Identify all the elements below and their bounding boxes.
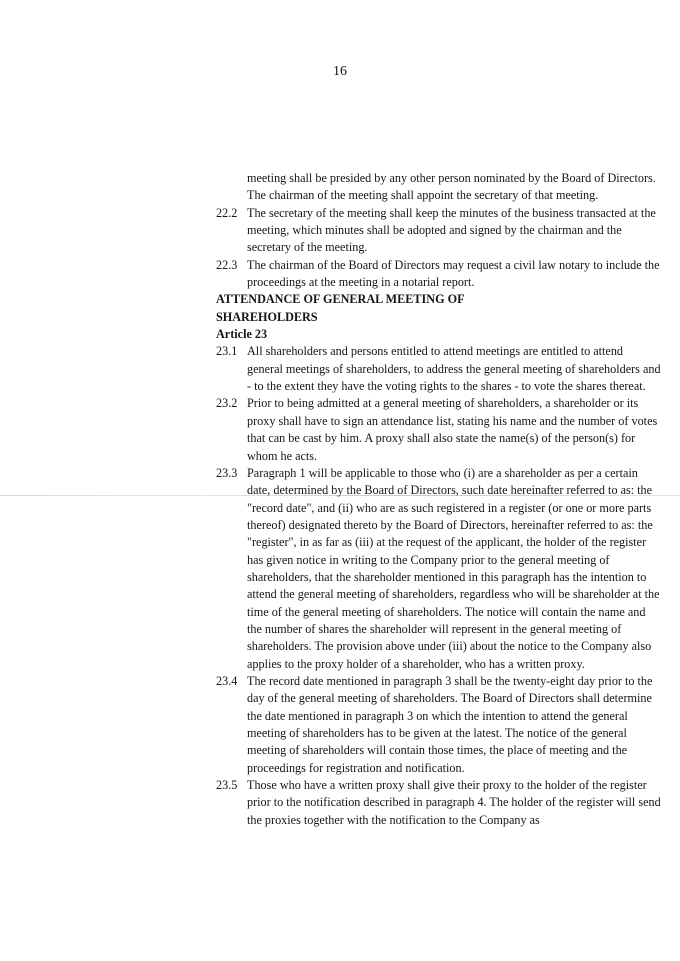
paragraph-23-2 xyxy=(216,395,661,464)
document-body xyxy=(216,170,661,829)
section-heading-line-2: SHAREHOLDERS xyxy=(216,309,318,324)
paragraph-22-2 xyxy=(216,205,661,257)
paragraph-number: 22.2 xyxy=(216,205,238,220)
paragraph-text: All shareholders and persons entitled to attend meetings are entitled to attend general meetings of shareholders, to address the general meeting of shareholders and - to the extent they have the voting rights to the shares - to vote the shares thereat. xyxy=(247,344,661,394)
paragraph-23-4 xyxy=(216,673,661,777)
paragraph-text: Those who have a written proxy shall give their proxy to the holder of the register prior to the notification described in paragraph 4. The holder of the register will send the proxies together with the notification to the Company as xyxy=(247,778,661,827)
paragraph-text: The secretary of the meeting shall keep the minutes of the business transacted at the meeting, which minutes shall be adopted and signed by the chairman and the secretary of the meeting. xyxy=(247,205,656,255)
page-number: 16 xyxy=(333,64,347,79)
paragraph-text: The chairman of the Board of Directors may request a civil law notary to include the proceedings at the meeting in a notarial report. xyxy=(247,257,660,290)
paragraph-text: Paragraph 1 will be applicable to those who (i) are a shareholder as per a certain date, determined by the Board of Directors, such date hereinafter referred to as: the "record date", and (ii) who are as such registered in a register (or one or more parts thereof) designated thereto by the Board of Directors, hereinafter referred to as: the "register", in as far as (iii) at the request of the applicant, the holder of the register has given notice in writing to the Company prior to the general meeting of shareholders, that the shareholder mentioned in this paragraph has the intention to attend the general meeting of shareholders, regardless who will be shareholder at the time of the general meeting of shareholders. The notice will contain the name and the number of shares the shareholder will represent in the general meeting of shareholders. The provision above under (iii) about the notice to the Company also applies to the proxy holder of a shareholder, who has a written proxy. xyxy=(247,465,660,671)
paragraph-number: 23.4 xyxy=(216,673,238,688)
paragraph-23-3 xyxy=(216,465,661,673)
section-heading-line-1: ATTENDANCE OF GENERAL MEETING OF xyxy=(216,292,465,307)
paragraph-number: 23.1 xyxy=(216,344,238,359)
paragraph-number: 23.2 xyxy=(216,396,238,411)
paragraph-23-5 xyxy=(216,777,661,829)
article-heading: Article 23 xyxy=(216,327,268,342)
paragraph-text: Prior to being admitted at a general meeting of shareholders, a shareholder or its proxy shall have to sign an attendance list, stating his name and the number of votes that can be cast by him. A proxy shall also state the name(s) of the person(s) for whom he acts. xyxy=(247,396,658,463)
paragraph-number: 23.5 xyxy=(216,778,238,793)
paragraph-text: The record date mentioned in paragraph 3 shall be the twenty-eight day prior to the day of the general meeting of shareholders. The Board of Directors shall determine the date mentioned in paragraph 3 on which the intention to attend the general meeting of shareholders has to be given at the latest. The notice of the general meeting of shareholders will contain those times, the place of meeting and the proceedings for registration and notification. xyxy=(247,673,653,775)
paragraph-number: 22.3 xyxy=(216,257,238,272)
paragraph-number: 23.3 xyxy=(216,465,238,480)
paragraph-22-3 xyxy=(216,257,661,292)
continuation-text: meeting shall be presided by any other person nominated by the Board of Directors. The chairman of the meeting shall appoint the secretary of that meeting. xyxy=(247,171,656,203)
paragraph-23-1 xyxy=(216,343,661,395)
